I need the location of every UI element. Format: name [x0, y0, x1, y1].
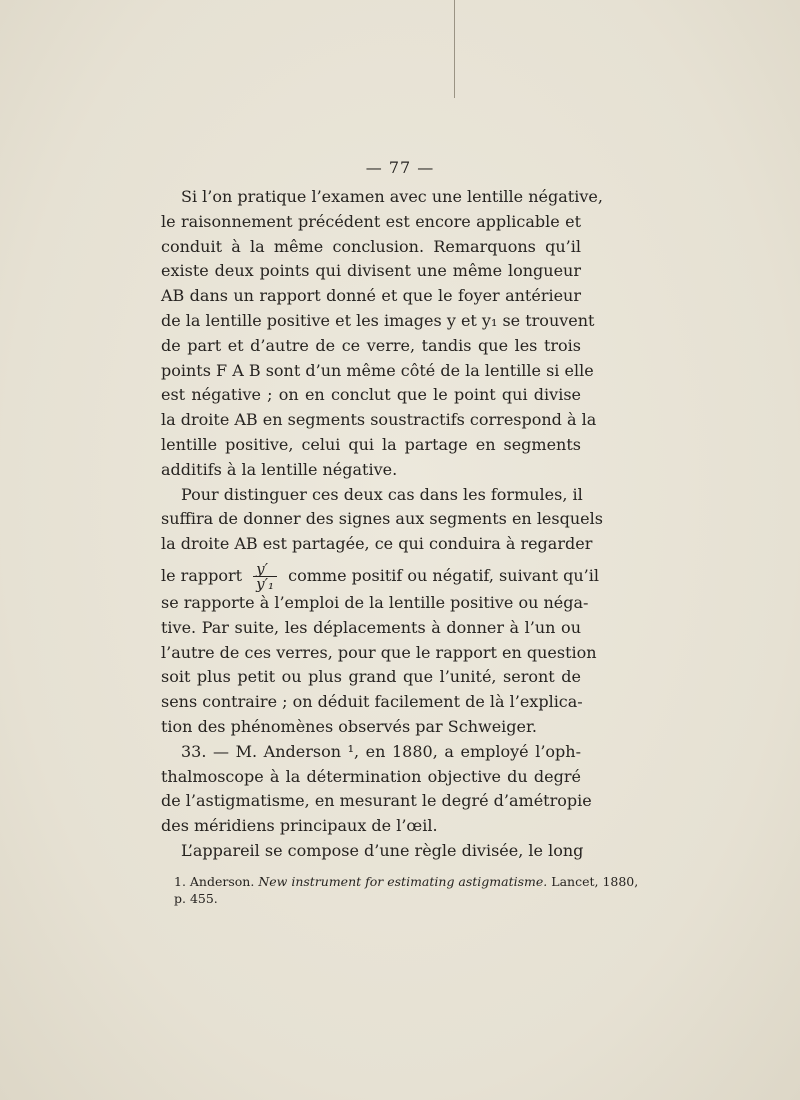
- text-line: conduit à la même conclusion. Remarquons qu’il: [161, 236, 581, 256]
- binding-mark: [454, 0, 455, 98]
- text-line: L’appareil se compose d’une règle divisée, le long: [181, 840, 584, 860]
- text-line: points F A B sont d’un même côté de la lentille si elle: [161, 360, 594, 380]
- footnote-source: Lancet, 1880,: [551, 874, 639, 889]
- footnote-title: New instrument for estimating astigmatisme.: [258, 874, 548, 889]
- paragraph-2-continued: [161, 559, 599, 866]
- text-line: la droite AB en segments soustractifs correspond à la: [161, 410, 597, 430]
- paragraph-1: [161, 187, 603, 559]
- text-line: sens contraire ; on déduit facilement de là l’explica-: [161, 692, 583, 712]
- fraction-denominator: y′₁: [256, 575, 275, 593]
- text-line: se rapporte à l’emploi de la lentille positive ou néga-: [161, 593, 589, 612]
- fraction-numerator: y′: [253, 562, 277, 577]
- text-line: thalmoscope à la détermination objective du degré: [161, 766, 581, 786]
- fraction-line-after: comme positif ou négatif, suivant qu’il: [288, 566, 599, 585]
- text-line: additifs à la lentille négative.: [161, 459, 398, 479]
- footnote: [174, 873, 639, 907]
- text-line: tive. Par suite, les déplacements à donner à l’un ou: [161, 617, 581, 637]
- text-line: de part et d’autre de ce verre, tandis que les trois: [161, 335, 581, 355]
- text-line: l’autre de ces verres, pour que le rapport en question: [161, 642, 597, 662]
- text-line: est négative ; on en conclut que le point qui divise: [161, 385, 581, 405]
- footnote-author: 1. Anderson.: [174, 874, 255, 889]
- text-line: de l’astigmatisme, en mesurant le degré d’amétropie: [161, 791, 592, 811]
- text-line: lentille positive, celui qui la partage en segments: [161, 434, 581, 454]
- text-line: tion des phénomènes observés par Schweiger.: [161, 716, 537, 736]
- page-number: — 77 —: [365, 158, 435, 177]
- text-line: soit plus petit ou plus grand que l’unité, seront de: [161, 667, 581, 687]
- text-line: Si l’on pratique l’examen avec une lentille négative,: [181, 187, 603, 206]
- ratio-fraction: [253, 562, 277, 591]
- text-line: existe deux points qui divisent une même longueur: [161, 261, 581, 281]
- text-line: Pour distinguer ces deux cas dans les formules, il: [181, 484, 583, 504]
- text-line: la droite AB est partagée, ce qui conduira à regarder: [161, 534, 593, 554]
- text-line: des méridiens principaux de l’œil.: [161, 816, 438, 836]
- text-line: AB dans un rapport donné et que le foyer antérieur: [161, 286, 581, 306]
- section-33-line: 33. — M. Anderson ¹, en 1880, a employé l’oph-: [181, 741, 581, 761]
- footnote-line-1: [174, 873, 639, 890]
- text-line: suffira de donner des signes aux segments en lesquels: [161, 509, 603, 529]
- text-line: de la lentille positive et les images y et y₁ se trouvent: [161, 310, 595, 330]
- fraction-line: [161, 559, 599, 593]
- footnote-line-2: p. 455.: [174, 891, 218, 906]
- fraction-line-before: le rapport: [161, 566, 243, 585]
- text-line: le raisonnement précédent est encore applicable et: [161, 211, 581, 231]
